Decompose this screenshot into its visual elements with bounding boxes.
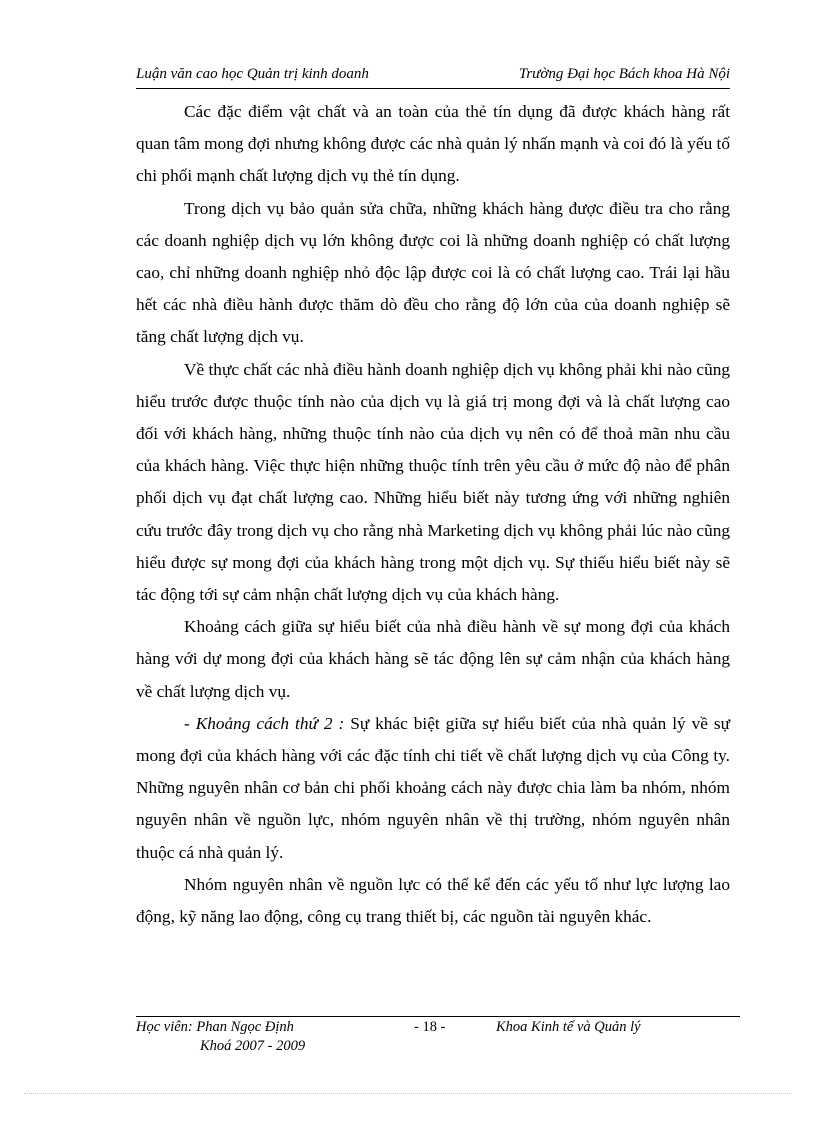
header-university: Trường Đại học Bách khoa Hà Nội bbox=[518, 66, 730, 82]
paragraph: Trong dịch vụ bảo quản sửa chữa, những khách hàng được điều tra cho rằng các doanh nghiệp dịch vụ lớn không được coi là những doanh nghiệp có chất lượng cao, chỉ những doanh nghiệp nhỏ độc lập được coi là có chất lượng cao. Trái lại hầu hết các nhà điều hành được thăm dò đều cho rằng độ lớn của của doanh nghiệp sẽ tăng chất lượng dịch vụ. bbox=[136, 198, 730, 347]
gap-2-text: Sự khác biệt giữa sự hiểu biết của nhà quản lý về sự mong đợi của khách hàng với các đặc tính chi tiết về chất lượng dịch vụ của Công ty. Những nguyên nhân cơ bản chi phối khoảng cách này được chia làm ba nhóm, nhóm nguyên nhân về nguồn lực, nhóm nguyên nhân về thị trường, nhóm nguyên nhân thuộc cá nhà quản lý. bbox=[136, 713, 730, 862]
footer-divider bbox=[136, 1016, 740, 1017]
paragraph: Nhóm nguyên nhân về nguồn lực có thể kể đến các yếu tố như lực lượng lao động, kỹ năng lao động, công cụ trang thiết bị, các nguồn tài nguyên khác. bbox=[136, 874, 730, 927]
bullet-dash: - bbox=[184, 713, 196, 733]
page-number: - 18 - bbox=[414, 1019, 446, 1035]
page-header bbox=[136, 66, 730, 89]
gap-2-paragraph bbox=[136, 708, 730, 869]
header-thesis-title: Luận văn cao học Quản trị kinh doanh bbox=[136, 66, 369, 82]
page-bottom-border bbox=[24, 1093, 792, 1094]
document-body bbox=[136, 96, 730, 933]
paragraph: Các đặc điểm vật chất và an toàn của thẻ tín dụng đã được khách hàng rất quan tâm mong đợi nhưng không được các nhà quản lý nhấn mạnh và coi đó là yếu tố chi phối mạnh chất lượng dịch vụ thẻ tín dụng. bbox=[136, 102, 730, 186]
gap-2-label: Khoảng cách thứ 2 : bbox=[195, 713, 345, 733]
footer-course: Khoá 2007 - 2009 bbox=[200, 1038, 306, 1054]
paragraph: Khoảng cách giữa sự hiểu biết của nhà điều hành về sự mong đợi của khách hàng với dự mong đợi của khách hàng sẽ tác động lên sự cảm nhận của khách hàng về chất lượng dịch vụ. bbox=[136, 617, 730, 701]
footer-student: Học viên: Phan Ngọc Định bbox=[136, 1019, 294, 1035]
footer-department: Khoa Kinh tế và Quản lý bbox=[496, 1019, 641, 1035]
paragraph: Về thực chất các nhà điều hành doanh nghiệp dịch vụ không phải khi nào cũng hiểu trước được thuộc tính nào của dịch vụ là giá trị mong đợi và là chất lượng cao đối với khách hàng, những thuộc tính nào của dịch vụ nên có để thoả mãn nhu cầu của khách hàng. Việc thực hiện những thuộc tính trên yêu cầu ở mức độ nào để phân phối dịch vụ đạt chất lượng cao. Những hiểu biết này tương ứng với những nghiên cứu trước đây trong dịch vụ cho rằng nhà Marketing dịch vụ không phải lúc nào cũng hiểu được sự mong đợi của khách hàng trong một dịch vụ. Sự thiếu hiểu biết này sẽ tác động tới sự cảm nhận chất lượng dịch vụ của khách hàng. bbox=[136, 359, 730, 605]
